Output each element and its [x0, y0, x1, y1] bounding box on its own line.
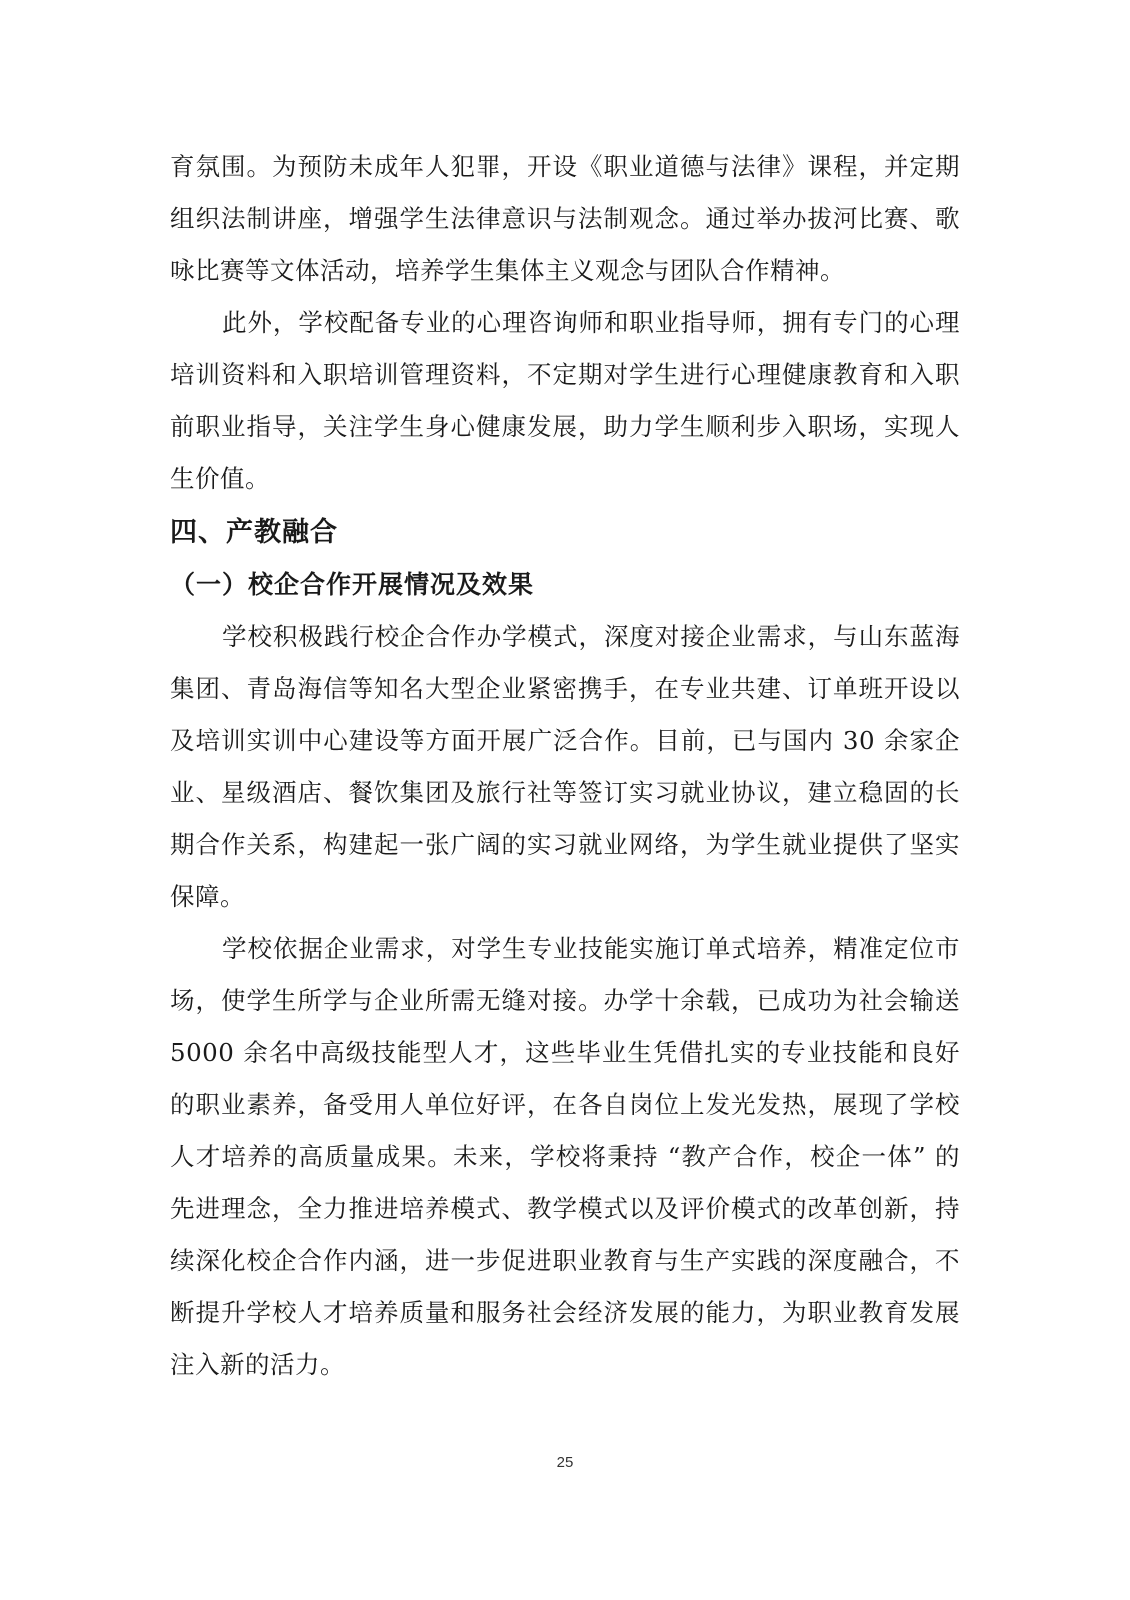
page-number: 25 [556, 1454, 574, 1471]
paragraph-psychological-counseling: 此外，学校配备专业的心理咨询师和职业指导师，拥有专门的心理培训资料和入职培训管理资料，不定期对学生进行心理健康教育和入职前职业指导，关注学生身心健康发展，助力学生顺利步入职场，实现人生价值。 [170, 308, 960, 493]
paragraph-moral-education: 育氛围。为预防未成年人犯罪，开设《职业道德与法律》课程，并定期组织法制讲座，增强学生法律意识与法制观念。通过举办拔河比赛、歌咏比赛等文体活动，培养学生集体主义观念与团队合作精神。 [170, 152, 960, 285]
paragraph-order-based-training: 学校依据企业需求，对学生专业技能实施订单式培养，精准定位市场，使学生所学与企业所需无缝对接。办学十余载，已成功为社会输送 5000 余名中高级技能型人才，这些毕业生凭借扎实的专业技能和良好的职业素养，备受用人单位好评，在各自岗位上发光发热，展现了学校人才培养的高质量成果。未来，学校将秉持 “教产合作，校企一体” 的先进理念，全力推进培养模式、教学模式以及评价模式的改革创新，持续深化校企合作内涵，进一步促进职业教育与生产实践的深度融合，不断提升学校人才培养质量和服务社会经济发展的能力，为职业教育发展注入新的活力。 [170, 934, 960, 1379]
subsection-heading: （一）校企合作开展情况及效果 [170, 570, 535, 599]
paragraph-school-enterprise-cooperation: 学校积极践行校企合作办学模式，深度对接企业需求，与山东蓝海集团、青岛海信等知名大型企业紧密携手，在专业共建、订单班开设以及培训实训中心建设等方面开展广泛合作。目前，已与国内 30 余家企业、星级酒店、餐饮集团及旅行社等签订实习就业协议，建立稳固的长期合作关系，构建起一张广阔的实习就业网络，为学生就业提供了坚实保障。 [170, 622, 960, 911]
section-heading: 四、产教融合 [170, 517, 338, 548]
page-content [170, 141, 960, 1391]
